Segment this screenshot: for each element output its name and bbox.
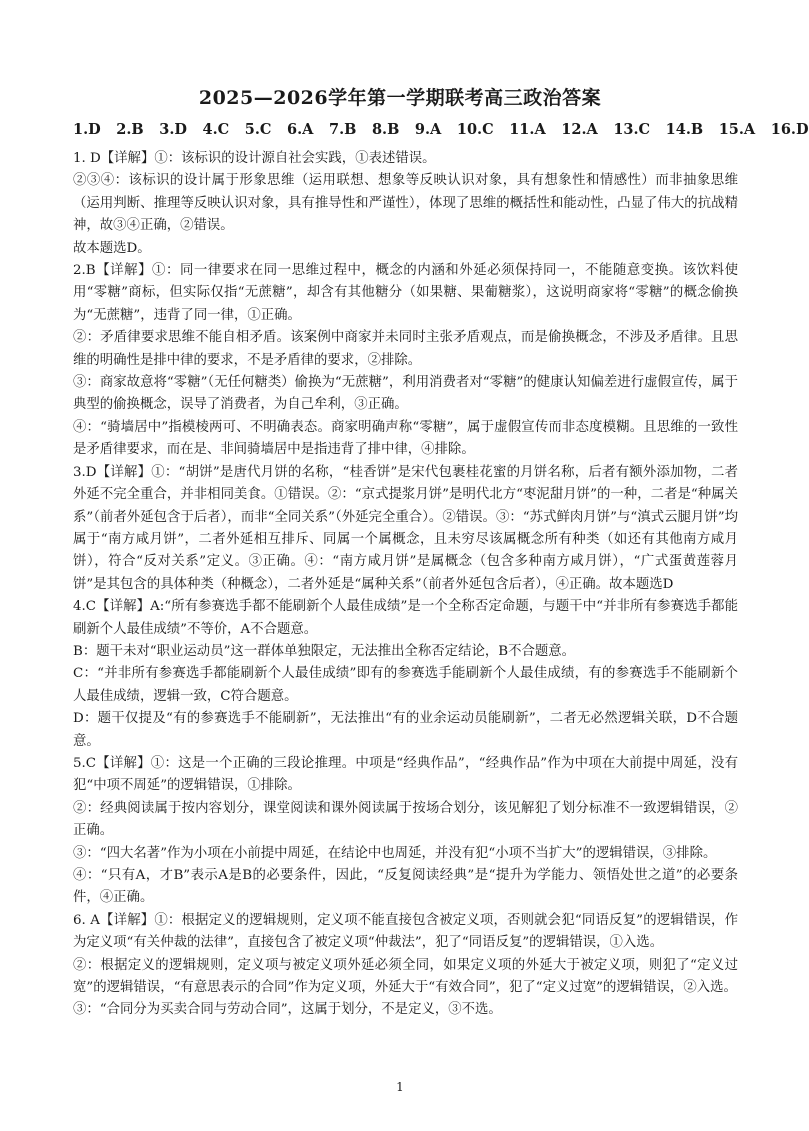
explanation-paragraph: 5.C【详解】①：这是一个正确的三段论推理。中项是“经典作品”，“经典作品”作为中项在大前提中周延，没有犯“中项不周延”的逻辑错误，①排除。 [73,755,738,794]
answer-item: 4.C [202,121,230,138]
explanation-paragraph: ④：“只有A，才B”表示A是B的必要条件，因此，“反复阅读经典”是“提升为学能力、领悟处世之道”的必要条件，④正确。 [73,868,738,906]
answer-item: 7.B [328,121,357,138]
explanation-paragraph: ③：“合同分为买卖合同与劳动合同”，这属于划分，不是定义，③不选。 [73,1002,502,1018]
answer-item: 8.B [371,121,400,138]
answer-item: 14.B [665,121,704,138]
explanation-paragraph: 2.B【详解】①：同一律要求在同一思维过程中，概念的内涵和外延必须保持同一，不能随意变换。该饮料使用“零糖”商标，但实际仅指“无蔗糖”，却含有其他糖分（如果糖、果葡糖浆），这说明商家将“零糖”的概念偷换为“无蔗糖”，违背了同一律，①正确。 [73,263,738,323]
page-number: 1 [396,1080,404,1094]
answer-item: 1.D [73,121,101,138]
answer-item: 11.A [509,121,546,138]
explanation-paragraph: 1. D【详解】①：该标识的设计源自社会实践，①表述错误。 [73,151,436,166]
page-title: 2025—2026学年第一学期联考高三政治答案 [198,87,602,109]
explanation-paragraph: ④：“骑墙居中”指模棱两可、不明确表态。商家明确声称“零糖”，属于虚假宣传而非态度模糊。且思维的一致性是矛盾律要求，而在是、非间骑墙居中是指违背了排中律，④排除。 [73,419,738,458]
answer-item: 2.B [116,121,144,138]
explanation-paragraph: ②：经典阅读属于按内容划分，课堂阅读和课外阅读属于按场合划分，该见解犯了划分标准不一致逻辑错误，②正确。 [73,800,738,839]
explanation-paragraph: C：“并非所有参赛选手都能刷新个人最佳成绩”即有的参赛选手能刷新个人最佳成绩，有的参赛选手不能刷新个人最佳成绩，逻辑一致，C符合题意。 [73,666,738,704]
explanation-paragraph: ②：根据定义的逻辑规则，定义项与被定义项外延必须全同，如果定义项的外延大于被定义项，则犯了“定义过宽”的逻辑错误，“有意思表示的合同”作为定义项，外延大于“有效合同”，犯了“定义过宽”的逻辑错误，②入选。 [73,957,738,996]
answer-item: 9.A [414,121,442,138]
answer-item: 10.C [456,121,494,138]
answer-item: 13.C [613,121,651,138]
answer-item: 5.C [244,121,272,138]
explanation-paragraph: 4.C【详解】A:“所有参赛选手都不能刷新个人最佳成绩”是一个全称否定命题，与题干中“并非所有参赛选手都能刷新个人最佳成绩”不等价，A不合题意。 [73,599,738,637]
answer-item: 12.A [561,121,598,138]
explanation-paragraph: ②：矛盾律要求思维不能自相矛盾。该案例中商家并未同时主张矛盾观点，而是偷换概念，不涉及矛盾律。且思维的明确性是排中律的要求，不是矛盾律的要求，②排除。 [73,330,738,368]
explanation-paragraph: 故本题选D。 [73,240,151,256]
explanations [73,148,738,1022]
explanation-paragraph: 3.D【详解】①：“胡饼”是唐代月饼的名称，“桂香饼”是宋代包裹桂花蜜的月饼名称，后者有额外添加物，二者外延不完全重合，并非相同美食。①错误。②：“京式提浆月饼”是明代北方“枣泥甜月饼”的一种，二者是“种属关系”（前者外延包含于后者），而非“全同关系”（外延完全重合）。②错误。③：“苏式鲜肉月饼”与“滇式云腿月饼”均属于“南方咸月饼”，二者外延相互排斥、同属一个属概念，且未穷尽该属概念所有种类（如还有其他南方咸月饼），符合“反对关系”定义。③正确。④：“南方咸月饼”是属概念（包含多种南方咸月饼），“广式蛋黄莲蓉月饼”是其包含的具体种类（种概念），二者外延是“属种关系”（前者外延包含后者），④正确。故本题选D [73,464,738,592]
explanation-paragraph: ③：商家故意将“零糖”（无任何糖类）偷换为“无蔗糖”，利用消费者对“零糖”的健康认知偏差进行虚假宣传，属于典型的偷换概念，误导了消费者，为自己牟利，③正确。 [73,375,738,413]
answer-key-row [73,121,809,138]
answer-item: 3.D [159,121,187,138]
answer-item: 16.D [770,121,809,138]
explanation-paragraph: B：题干未对“职业运动员”这一群体单独限定，无法推出全称否定结论，B不合题意。 [73,643,576,659]
explanation-paragraph: D：题干仅提及“有的参赛选手不能刷新”，无法推出“有的业余运动员能刷新”，二者无必然逻辑关联，D不合题意。 [73,711,738,749]
explanation-paragraph: 6. A【详解】①：根据定义的逻辑规则，定义项不能直接包含被定义项，否则就会犯“同语反复”的逻辑错误，作为定义项“有关仲裁的法律”，直接包含了被定义项“仲裁法”，犯了“同语反复”的逻辑错误，①入选。 [73,912,738,951]
answer-item: 6.A [287,121,314,138]
answer-item: 15.A [718,121,756,138]
explanation-paragraph: ③：“四大名著”作为小项在小前提中周延，在结论中也周延，并没有犯“小项不当扩大”的逻辑错误，③排除。 [73,845,717,861]
explanation-paragraph: ②③④：该标识的设计属于形象思维（运用联想、想象等反映认识对象，具有想象性和情感性）而非抽象思维（运用判断、推理等反映认识对象，具有推导性和严谨性），体现了思维的概括性和能动性，凸显了伟大的抗战精神，故③④正确，②错误。 [73,173,738,234]
